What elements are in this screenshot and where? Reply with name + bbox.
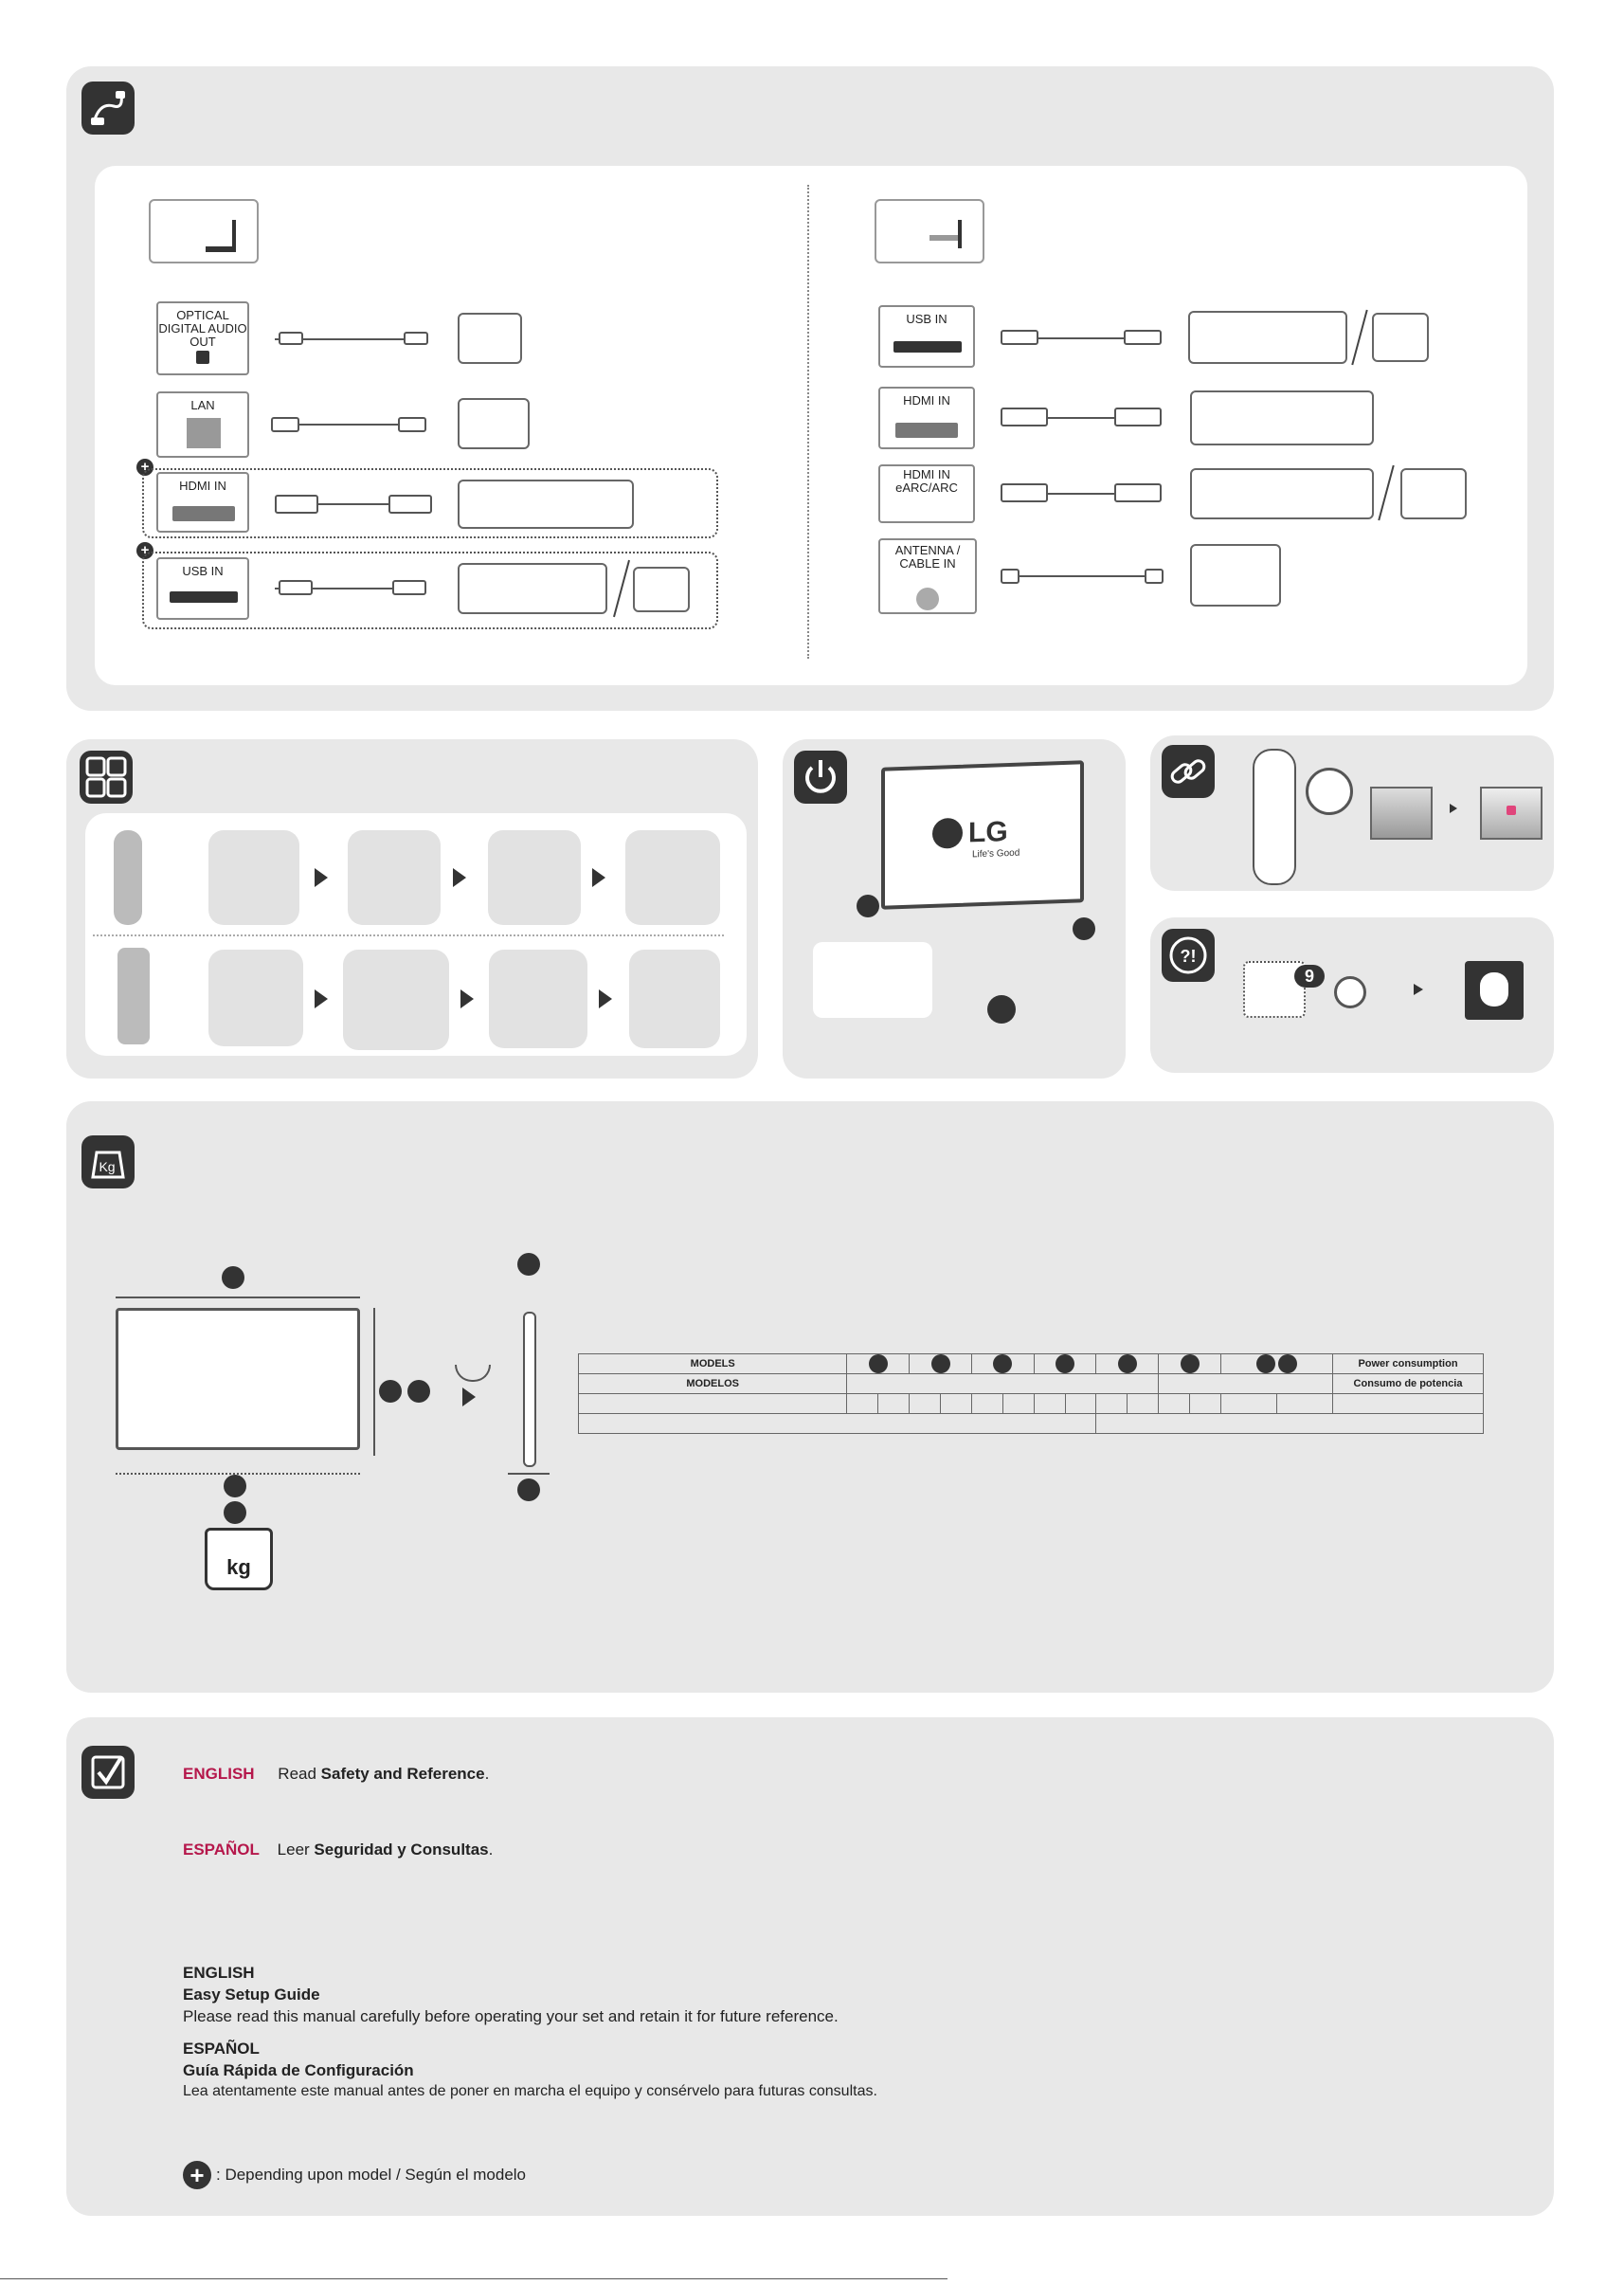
spec-col-6 bbox=[1159, 1354, 1221, 1374]
port-usb-left bbox=[156, 557, 249, 620]
safety-en-row bbox=[183, 1765, 489, 1784]
guide-es-lang: ESPAÑOL bbox=[183, 2040, 260, 2058]
dim-label-a bbox=[222, 1266, 244, 1289]
svg-text:?!: ?! bbox=[1180, 947, 1197, 966]
mute-icon bbox=[857, 895, 879, 917]
magic-step-2 bbox=[348, 830, 441, 925]
port-earc bbox=[878, 464, 975, 523]
usb-stick-right bbox=[1372, 313, 1429, 362]
safety-es-row bbox=[183, 1841, 493, 1859]
port-antenna-label: ANTENNA / CABLE IN bbox=[894, 543, 961, 571]
optional-marker-2: + bbox=[136, 542, 153, 559]
help-icon bbox=[1162, 929, 1215, 982]
spec-row-4 bbox=[579, 1414, 1484, 1434]
height-arrow bbox=[373, 1308, 375, 1456]
antenna-plug-b bbox=[1145, 569, 1164, 584]
hdmi-plug-e bbox=[1001, 483, 1048, 502]
support-badge-text: 9 bbox=[1304, 967, 1314, 986]
usb-hdd-right bbox=[1188, 311, 1347, 364]
power-button-zoom bbox=[813, 942, 932, 1018]
port-lan-label: LAN bbox=[190, 398, 215, 412]
safety-panel bbox=[66, 1717, 1554, 2216]
mute-icon-right bbox=[1073, 917, 1095, 940]
agent-icon bbox=[1465, 961, 1524, 1020]
spec-table bbox=[578, 1353, 1484, 1434]
spec-modelos-label: MODELOS bbox=[579, 1374, 847, 1394]
hdmi-plug-c bbox=[1001, 408, 1048, 426]
arrow-support bbox=[1414, 984, 1423, 995]
port-hdmi-left-label: HDMI IN bbox=[179, 479, 226, 493]
safety-es-pre: Leer bbox=[277, 1841, 315, 1859]
tv-side-stand bbox=[508, 1460, 550, 1475]
arrow-3 bbox=[592, 868, 605, 887]
dim-label-g bbox=[517, 1478, 540, 1501]
spec-col-5 bbox=[1096, 1354, 1159, 1374]
spec-power-es: Consumo de potencia bbox=[1333, 1374, 1484, 1394]
safety-en-lang: ENGLISH bbox=[183, 1765, 255, 1783]
speaker-device bbox=[458, 313, 522, 364]
hdmi-devices-left bbox=[458, 480, 634, 529]
lg-logo-text: LG bbox=[968, 816, 1008, 849]
tv-back-right-thumb bbox=[875, 199, 984, 263]
safety-es-bold: Seguridad y Consultas bbox=[314, 1841, 489, 1859]
port-hdmi-left bbox=[156, 472, 249, 533]
port-lan bbox=[156, 391, 249, 458]
connections-divider bbox=[807, 185, 809, 659]
dim-label-d bbox=[224, 1475, 246, 1497]
spec-col-7 bbox=[1220, 1354, 1332, 1374]
port-hdmi-right bbox=[878, 387, 975, 449]
spec-models-label: MODELS bbox=[579, 1354, 847, 1374]
port-hdmi-right-label: HDMI IN bbox=[903, 393, 950, 408]
port-usb-left-label: USB IN bbox=[182, 564, 224, 578]
antenna-cable bbox=[1001, 575, 1162, 577]
guide-en-desc: Please read this manual carefully before operating your set and retain it for future reference. bbox=[183, 2007, 839, 2025]
optical-plug-b bbox=[404, 332, 428, 345]
spec-col-2 bbox=[910, 1354, 972, 1374]
router-device bbox=[458, 398, 530, 449]
safety-es-post: . bbox=[488, 1841, 494, 1859]
pairing-remote bbox=[1253, 749, 1296, 885]
power-icon bbox=[794, 751, 847, 804]
hdmi-plug-b bbox=[388, 495, 432, 514]
lg-tagline: Life's Good bbox=[972, 847, 1020, 861]
usb-plug-c bbox=[1001, 330, 1038, 345]
spec-power-en: Power consumption bbox=[1333, 1354, 1484, 1374]
arrow-5 bbox=[460, 989, 474, 1008]
guide-en-lang: ENGLISH bbox=[183, 1964, 255, 1982]
spec-col-4 bbox=[1034, 1354, 1096, 1374]
weight-dimension-icon bbox=[81, 1135, 135, 1188]
optical-plug-a bbox=[279, 332, 303, 345]
safety-en-bold: Safety and Reference bbox=[320, 1765, 485, 1783]
guide-es-desc: Lea atentamente este manual antes de poner en marcha el equipo y consérvelo para futuras consultas. bbox=[183, 2083, 877, 2099]
tv-side-profile bbox=[523, 1312, 536, 1467]
usb-hdd-left bbox=[458, 563, 607, 614]
tv-thumb-a bbox=[1370, 787, 1433, 840]
port-usb-right bbox=[878, 305, 975, 368]
dim-label-f bbox=[517, 1253, 540, 1276]
remote-magic bbox=[114, 830, 142, 925]
tv-front bbox=[881, 760, 1084, 909]
cable-icon bbox=[81, 82, 135, 135]
std-step-4 bbox=[629, 950, 720, 1048]
antenna-device bbox=[1190, 544, 1281, 607]
arrow-4 bbox=[315, 989, 328, 1008]
width-arrow bbox=[116, 1297, 360, 1298]
usb-plug-d bbox=[1124, 330, 1162, 345]
tv-back-left-thumb bbox=[149, 199, 259, 263]
port-optical bbox=[156, 301, 249, 375]
arrow-pair bbox=[1450, 804, 1457, 813]
hdmi-plug-f bbox=[1114, 483, 1162, 502]
bottom-rule bbox=[0, 2278, 947, 2279]
guide-en-title: Easy Setup Guide bbox=[183, 1986, 320, 2004]
magic-step-3 bbox=[488, 830, 581, 925]
remote-standard bbox=[117, 948, 150, 1044]
spec-row2-blank-b bbox=[1159, 1374, 1333, 1394]
magic-step-1 bbox=[208, 830, 299, 925]
battery-icon bbox=[80, 751, 133, 804]
std-step-3 bbox=[489, 950, 587, 1048]
support-timer bbox=[1334, 976, 1366, 1008]
plus-footnote-icon: + bbox=[183, 2161, 211, 2189]
hdmi-plug-a bbox=[275, 495, 318, 514]
tv-thumb-b bbox=[1480, 787, 1543, 840]
spec-row2-blank-a bbox=[847, 1374, 1159, 1394]
usb-plug-b bbox=[392, 580, 426, 595]
spec-col-3 bbox=[971, 1354, 1034, 1374]
footnote-text: : Depending upon model / Según el modelo bbox=[216, 2166, 527, 2184]
link-icon bbox=[1162, 745, 1215, 798]
usb-plug-a bbox=[279, 580, 313, 595]
checklist-icon bbox=[81, 1746, 135, 1799]
lan-plug-a bbox=[271, 417, 299, 432]
arrow-1 bbox=[315, 868, 328, 887]
dim-label-e bbox=[224, 1501, 246, 1524]
arrow-dim bbox=[462, 1387, 476, 1406]
port-usb-right-label: USB IN bbox=[906, 312, 947, 326]
earc-devices bbox=[1190, 468, 1374, 519]
arrow-2 bbox=[453, 868, 466, 887]
power-button-icon bbox=[987, 995, 1016, 1024]
arrow-6 bbox=[599, 989, 612, 1008]
earc-speaker bbox=[1400, 468, 1467, 519]
lg-logo-circle bbox=[932, 818, 963, 849]
spec-col-1 bbox=[847, 1354, 910, 1374]
safety-es-lang: ESPAÑOL bbox=[183, 1841, 260, 1859]
guide-es-title: Guía Rápida de Configuración bbox=[183, 2061, 414, 2079]
usb-stick-left bbox=[633, 567, 690, 612]
antenna-plug-a bbox=[1001, 569, 1020, 584]
spec-row-3 bbox=[579, 1394, 1484, 1414]
support-badge bbox=[1294, 965, 1325, 988]
optional-marker-1: + bbox=[136, 459, 153, 476]
safety-en-pre: Read bbox=[278, 1765, 321, 1783]
dim-label-c bbox=[407, 1380, 430, 1403]
timer-icon bbox=[1306, 768, 1353, 815]
dim-label-b bbox=[379, 1380, 402, 1403]
scale-icon bbox=[205, 1528, 273, 1590]
std-step-1 bbox=[208, 950, 303, 1046]
safety-en-post: . bbox=[484, 1765, 490, 1783]
std-step-2 bbox=[343, 950, 449, 1050]
port-antenna bbox=[878, 538, 977, 614]
magic-step-4 bbox=[625, 830, 720, 925]
battery-divider bbox=[93, 934, 724, 936]
scale-unit: kg bbox=[226, 1555, 251, 1579]
hdmi-plug-d bbox=[1114, 408, 1162, 426]
port-optical-label: OPTICAL DIGITAL AUDIO OUT bbox=[158, 308, 247, 349]
port-earc-label: HDMI IN eARC/ARC bbox=[895, 467, 958, 495]
tv-dimension-drawing bbox=[116, 1308, 360, 1450]
lan-plug-b bbox=[398, 417, 426, 432]
hdmi-devices-right bbox=[1190, 390, 1374, 445]
svg-text:Kg: Kg bbox=[99, 1159, 116, 1174]
